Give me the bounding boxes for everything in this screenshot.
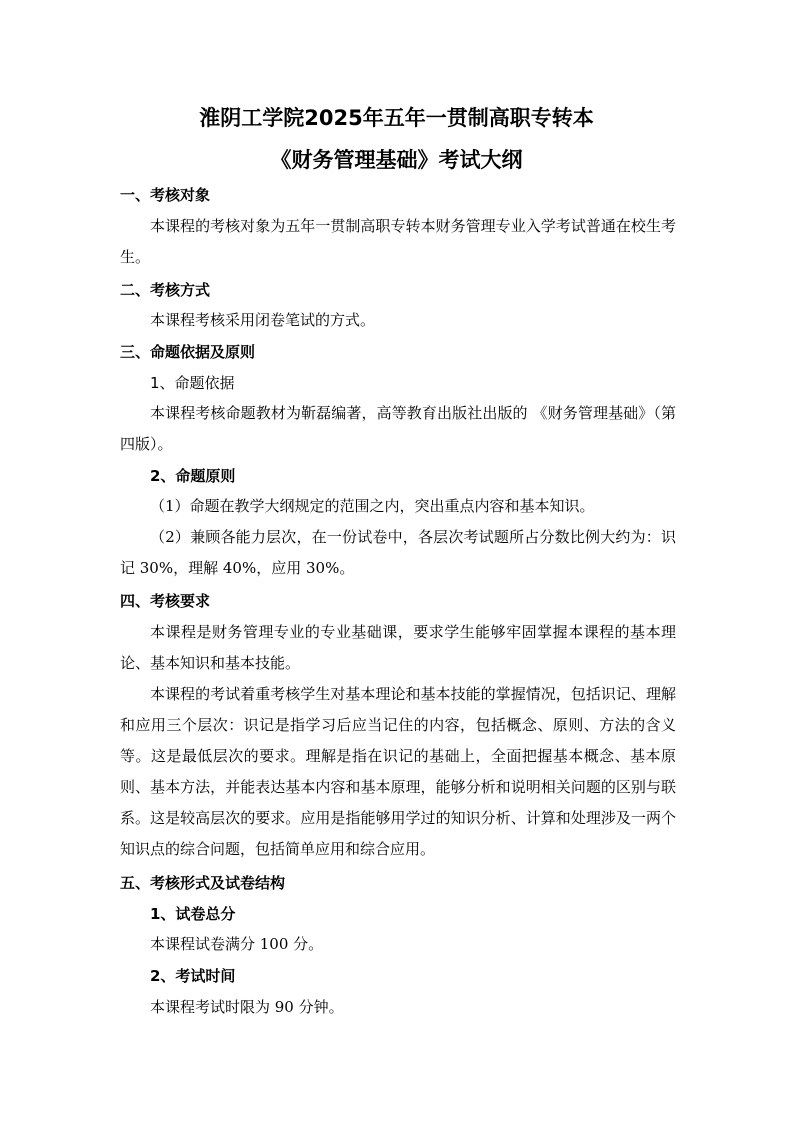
- section-heading-3: 三、命题依据及原则: [120, 343, 256, 361]
- subsection-heading-5-1: 1、试卷总分: [150, 905, 236, 923]
- section-2-paragraph: 本课程考核采用闭卷笔试的方式。: [150, 311, 376, 329]
- subsection-3-2-item-2: （2）兼顾各能力层次，在一份试卷中，各层次考试题所占分数比例大约为：识记 30%，理解 40%，应用 30%。: [120, 528, 676, 577]
- document-title-line-1: 淮阴工学院2025年五年一贯制高职专转本: [199, 106, 594, 130]
- subsection-3-2-item-1: （1）命题在教学大纲规定的范围之内，突出重点内容和基本知识。: [150, 497, 595, 515]
- subsection-heading-5-2: 2、考试时间: [150, 967, 236, 985]
- subsection-5-2-paragraph: 本课程考试时限为 90 分钟。: [150, 998, 344, 1016]
- subsection-heading-3-1: 1、命题依据: [150, 374, 235, 392]
- document-title-line-2: 《财务管理基础》考试大纲: [270, 148, 523, 172]
- subsection-heading-3-2: 2、命题原则: [150, 467, 236, 485]
- section-4-paragraph-1: 本课程是财务管理专业的专业基础课，要求学生能够牢固掌握本课程的基本理论、基本知识和基本技能。: [120, 623, 676, 672]
- subsection-3-1-paragraph: 本课程考核命题教材为靳磊编著，高等教育出版社出版的 《财务管理基础》（第四版）。: [120, 404, 676, 453]
- section-heading-4: 四、考核要求: [120, 592, 211, 610]
- section-heading-2: 二、考核方式: [120, 281, 211, 299]
- section-heading-1: 一、考核对象: [120, 186, 211, 204]
- section-heading-5: 五、考核形式及试卷结构: [120, 874, 286, 892]
- section-4-paragraph-2: 本课程的考试着重考核学生对基本理论和基本技能的掌握情况，包括识记、理解和应用三个层次：识记是指学习后应当记住的内容，包括概念、原则、方法的含义等。这是最低层次的要求。理解是指在识记的基础上，全面把握基本概念、基本原则、基本方法，并能表达基本内容和基本原理，能够分析和说明相关问题的区别与联系。这是较高层次的要求。应用是指能够用学过的知识分析、计算和处理涉及一两个知识点的综合问题，包括简单应用和综合应用。: [120, 685, 676, 858]
- subsection-5-1-paragraph: 本课程试卷满分 100 分。: [150, 935, 324, 953]
- section-1-paragraph: 本课程的考核对象为五年一贯制高职专转本财务管理专业入学考试普通在校生考生。: [120, 217, 676, 266]
